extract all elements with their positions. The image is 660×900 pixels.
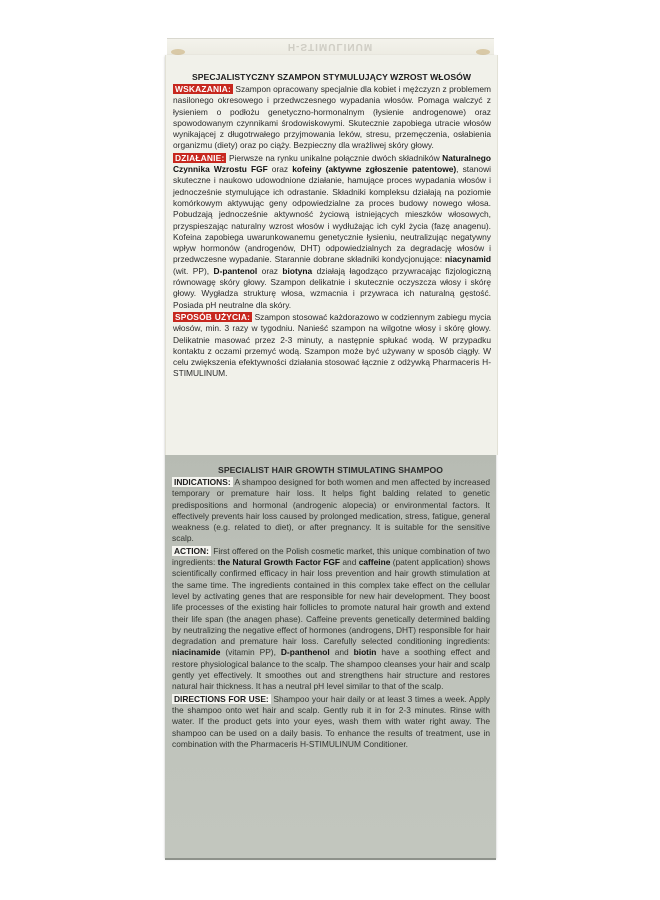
- english-text: [172, 477, 490, 750]
- action-text: oraz: [257, 265, 283, 276]
- action-text: Pierwsze na rynku unikalne połącznie dwóch składników: [228, 152, 443, 163]
- action-text: oraz: [267, 164, 293, 175]
- directions-text: Szampon stosować każdorazowo w codziennym zabiegu mycia włosów, min. 3 razy w tygodniu. Nanieść szampon na wilgotne włosy i skórę głowy. Delikatnie masować przez 2-3 minuty, a następnie spłukać wodą. W przypadku kontaktu z oczami przemyć wodą. Szampon może być używany w sposób ciągły. W celu zwiększenia efektywności działania stosować łącznie z odżywką Pharmaceris H-STIMULINUM.: [173, 311, 491, 379]
- ingredient-dpanthenol: D-pantenol: [213, 265, 258, 276]
- ingredient-caffeine: caffeine: [358, 557, 391, 568]
- ingredient-dpanthenol: D-panthenol: [280, 647, 330, 658]
- english-section: [165, 455, 496, 860]
- shampoo-box: [165, 38, 496, 858]
- english-directions: [172, 694, 490, 750]
- ingredient-niacinamide: niacynamid: [444, 254, 491, 265]
- label-sposob-uzycia: SPOSÓB UŻYCIA:: [175, 311, 251, 322]
- box-back-panel: [165, 55, 496, 858]
- action-text: have a soothing effect and restore physiological balance to the scalp. The shampoo cleanses your hair and scalp gently yet effectively. It smoothes out and strengthens hair structure and restores natural hair thickness. It has a neutral pH level similar to that of the scalp.: [172, 647, 490, 692]
- action-text: (wit. PP),: [173, 265, 214, 276]
- english-title: SPECIALIST HAIR GROWTH STIMULATING SHAMPOO: [218, 465, 443, 475]
- polish-title: SPECJALISTYCZNY SZAMPON STYMULUJĄCY WZROST WŁOSÓW: [191, 72, 472, 82]
- indications-text: Szampon opracowany specjalnie dla kobiet i mężczyzn z problemem nasilonego okresowego i przedwczesnego wypadania włosów. Pomaga walczyć z łysieniem o podłożu genetyczno-hormonalnym (łysienie androgenowe) oraz spowodowanym czynnikami środowiskowymi. Skutecznie zapobiega utracie włosów wynikającej z długotrwałego przyjmowania leków, stresu, przemęczenia, osłabienia organizmu (diety) oraz po ciąży. Bezpieczny dla wrażliwej skóry głowy.: [173, 84, 491, 151]
- polish-text: [173, 84, 491, 380]
- label-action: ACTION:: [174, 545, 209, 556]
- ingredient-fgf: the Natural Growth Factor FGF: [217, 557, 341, 568]
- english-action: [172, 546, 490, 693]
- label-dzialanie: DZIAŁANIE:: [175, 152, 225, 163]
- action-text: and: [340, 557, 359, 568]
- ingredient-biotin: biotin: [353, 647, 377, 658]
- action-text: działają łagodząco przywracając fizjologiczną równowagę skóry głowy. Szampon delikatnie i skutecznie oczyszcza włosy i skórę głowy. Wygładza strukturę włosa, wzmacnia i przywraca ich naturalną gęstość. Posiada pH neutralne dla skóry.: [173, 265, 492, 310]
- indications-text: A shampoo designed for both women and men affected by increased temporary or premature hair loss. It helps fight balding related to genetic predispositions and hormonal (androgenic alopecia) or environmental factors. It effectively prevents hair loss caused by prolonged medication, stress, fatigue, general weakness (e.g. related to diet), or after pregnancy. It is suitable for the sensitive scalp.: [172, 477, 490, 544]
- action-text: , stanowi skuteczne i naukowo udowodnione działanie, hamujące proces wypadania włosów i jednocześnie stymulujące ich odrastanie. Składniki kompleksu działają na poziomie komórkowym aktywując geny odpowiedzialne za proces budowy nowego włosa. Pobudzają jednocześnie aktywność życiową istniejących mieszków włosowych, przyspieszając naturalny wzrost włosów i wydłużając ich cykl życia (fazę anagenu). Kofeina zapobiega uwarunkowanemu genetycznie łysieniu, neutralizując negatywny wpływ hormonów (androgenów, DHT) odpowiedzialnych za degradację włosów i przedwczesne wypadanie. Starannie dobrane składniki kondycjonujące:: [173, 164, 491, 265]
- polish-directions: [173, 312, 491, 380]
- polish-action: [173, 153, 491, 311]
- action-text: and: [329, 647, 354, 658]
- polish-section: [165, 55, 498, 455]
- flap-brand-text: H-STIMULINUM: [287, 41, 374, 52]
- action-text: (patent application) shows scientifically confirmed efficacy in hair loss prevention and hair growth stimulation at the same time. The ingredients contained in this complex take effect on the cellular level by activating genes that are responsible for new hair development. They boost life processes of the existing hair follicles to promote natural hair growth and extend their life span (the anagen phase). Caffeine prevents genetically determined balding by neutralizing the negative effect of hormones (androgens, DHT) responsible for hair degradation and premature hair loss. Carefully selected conditioning ingredients:: [172, 557, 491, 647]
- box-top-flap: [167, 38, 494, 56]
- label-directions-for-use: DIRECTIONS FOR USE:: [174, 693, 269, 704]
- ingredient-caffeine: kofeiny (aktywne zgłoszenie patentowe): [292, 164, 457, 175]
- ingredient-fgf: Naturalnego Czynnika Wzrostu FGF: [173, 152, 492, 175]
- english-indications: [172, 477, 490, 545]
- polish-indications: [173, 84, 491, 152]
- label-wskazania: WSKAZANIA:: [175, 84, 231, 94]
- ingredient-biotin: biotyna: [282, 265, 313, 276]
- label-indications: INDICATIONS:: [174, 477, 231, 487]
- action-text: (vitamin PP),: [220, 647, 281, 658]
- action-text: First offered on the Polish cosmetic market, this unique combination of two ingredients:: [172, 545, 491, 568]
- ingredient-niacinamide: niacinamide: [172, 647, 221, 658]
- directions-text: Shampoo your hair daily or at least 3 times a week. Apply the shampoo onto wet hair and scalp. Gently rub it in for 2-3 minutes. Rinse with water. If the product gets into your eyes, wash them with water right away. The shampoo can be used on a daily basis. To enhance the results of treatment, use in combination with the Pharmaceris H-STIMULINUM Conditioner.: [172, 693, 490, 749]
